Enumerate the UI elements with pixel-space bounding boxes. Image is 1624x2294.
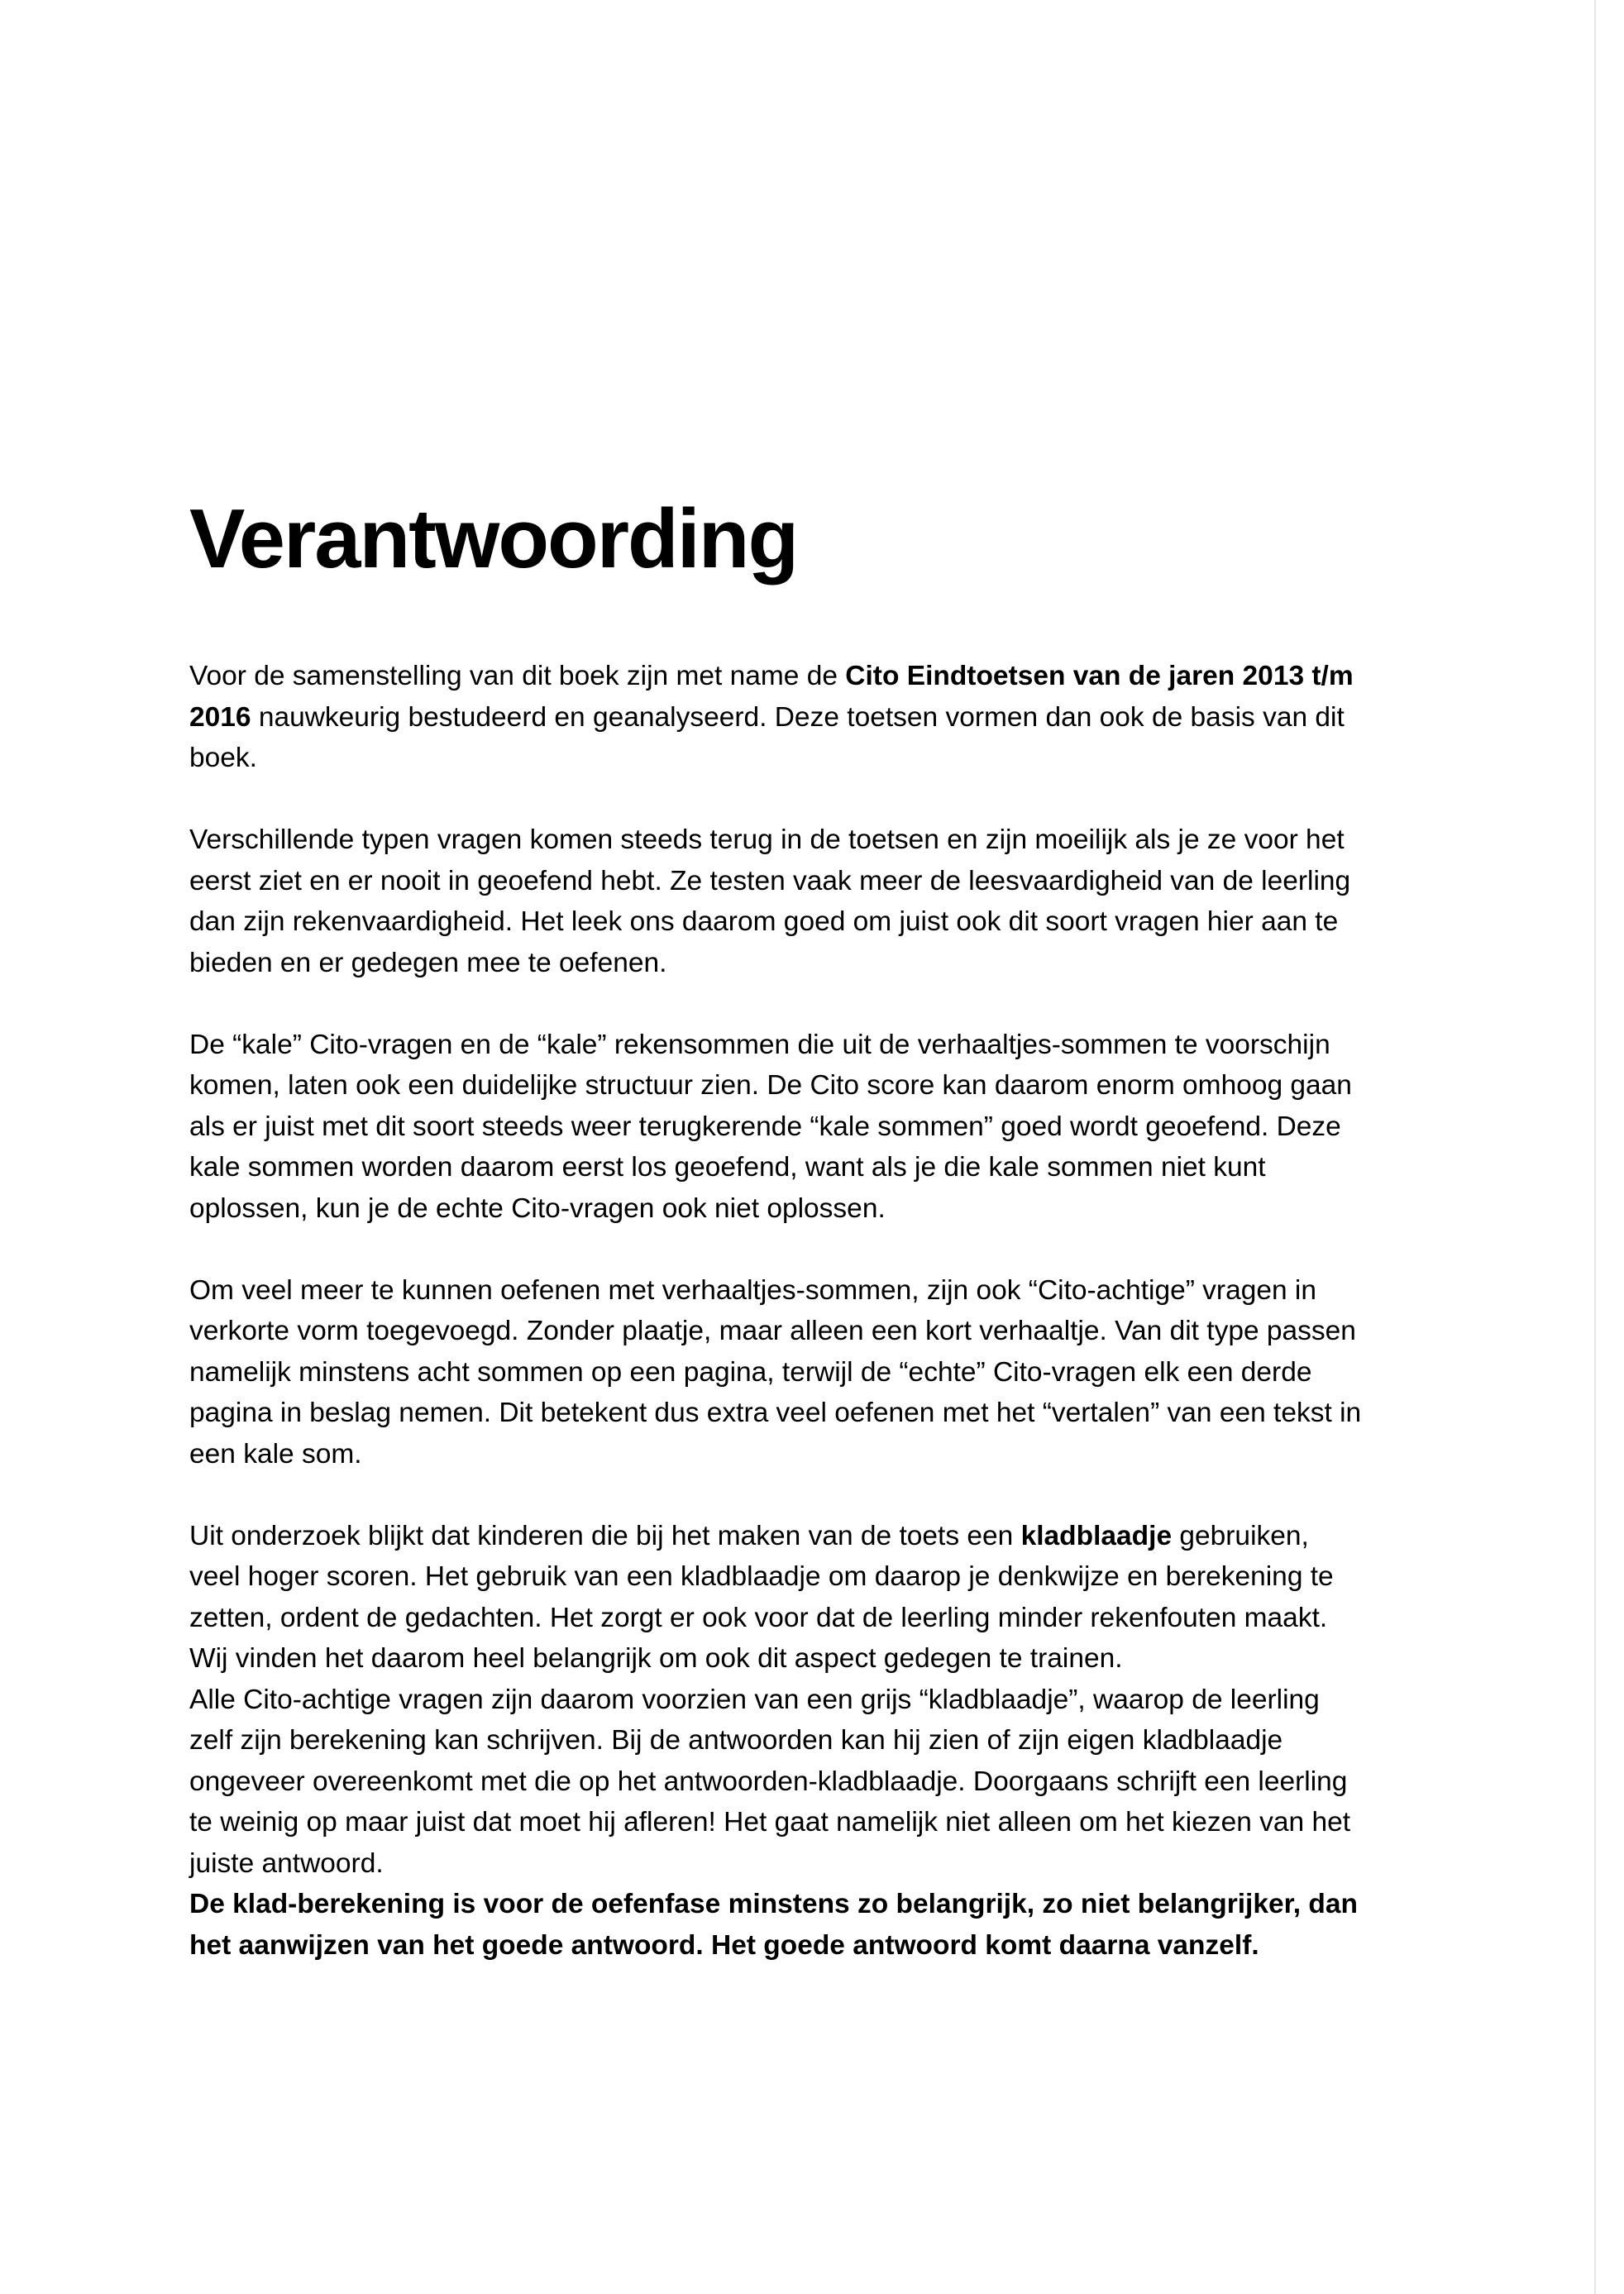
bold-emphasis: Cito Eindtoetsen van de jaren 2013 t/m 2016 [189, 661, 1354, 733]
paragraph-text: Voor de samenstelling van dit boek zijn met name de [189, 661, 846, 691]
page-title: Verantwoording [189, 493, 798, 585]
paragraph-kladblaadje [189, 1516, 1364, 1680]
document-page [189, 484, 1364, 1966]
bold-conclusion: De klad-berekening is voor de oefenfase minstens zo belangrijk, zo niet belangrijker, dan het aanwijzen van het goede antwoord. Het goede antwoord komt daarna vanzelf. [189, 1889, 1358, 1961]
paragraph-verhaaltjes-sommen: Om veel meer te kunnen oefenen met verhaaltjes-sommen, zijn ook “Cito-achtige” vragen in verkorte vorm toegevoegd. Zonder plaatje, maar alleen een kort verhaaltje. Van dit type passen namelijk minstens acht sommen op een pagina, terwijl de “echte” Cito-vragen elk een derde pagina in beslag nemen. Dit betekent dus extra veel oefenen met het “vertalen” van een tekst in een kale som. [189, 1274, 1362, 1470]
paragraph-question-types: Verschillende typen vragen komen steeds terug in de toetsen en zijn moeilijk als je ze voor het eerst ziet en er nooit in geoefend hebt. Ze testen vaak meer de leesvaardigheid van de leerling dan zijn rekenvaardigheid. Het leek ons daarom goed om juist ook dit soort vragen hier aan te bieden en er gedegen mee te oefenen. [189, 824, 1351, 978]
page-edge-line [1594, 0, 1596, 2294]
paragraph-text: nauwkeurig bestudeerd en geanalyseerd. Deze toetsen vormen dan ook de basis van dit boek. [189, 701, 1345, 773]
bold-emphasis: kladblaadje [1020, 1520, 1173, 1551]
paragraph-conclusion [189, 1884, 1364, 1966]
document-body [189, 656, 1364, 1966]
paragraph-text: gebruiken, veel hoger scoren. Het gebruik van een kladblaadje om daarop je denkwijze en berekening te zetten, ordent de gedachten. Het zorgt er ook voor dat de leerling minder rekenfouten maakt. Wij vinden het daarom heel belangrijk om ook dit aspect gedegen te trainen. [189, 1520, 1334, 1674]
paragraph-text: Uit onderzoek blijkt dat kinderen die bij het maken van de toets een [189, 1520, 1021, 1551]
paragraph-sources [189, 656, 1364, 779]
paragraph-kale-sommen: De “kale” Cito-vragen en de “kale” rekensommen die uit de verhaaltjes-sommen te voorschijn komen, laten ook een duidelijke structuur zien. De Cito score kan daarom enorm omhoog gaan als er juist met dit soort steeds weer terugkerende “kale sommen” goed wordt geoefend. Deze kale sommen worden daarom eerst los geoefend, want als je die kale sommen niet kunt oplossen, kun je de echte Cito-vragen ook niet oplossen. [189, 1029, 1352, 1224]
paragraph-grijs-kladblaadje: Alle Cito-achtige vragen zijn daarom voorzien van een grijs “kladblaadje”, waarop de leerling zelf zijn berekening kan schrijven. Bij de antwoorden kan hij zien of zijn eigen kladblaadje ongeveer overeenkomt met die op het antwoorden-kladblaadje. Doorgaans schrijft een leerling te weinig op maar juist dat moet hij afleren! Het gaat namelijk niet alleen om het kiezen van het juiste antwoord. [189, 1684, 1351, 1879]
